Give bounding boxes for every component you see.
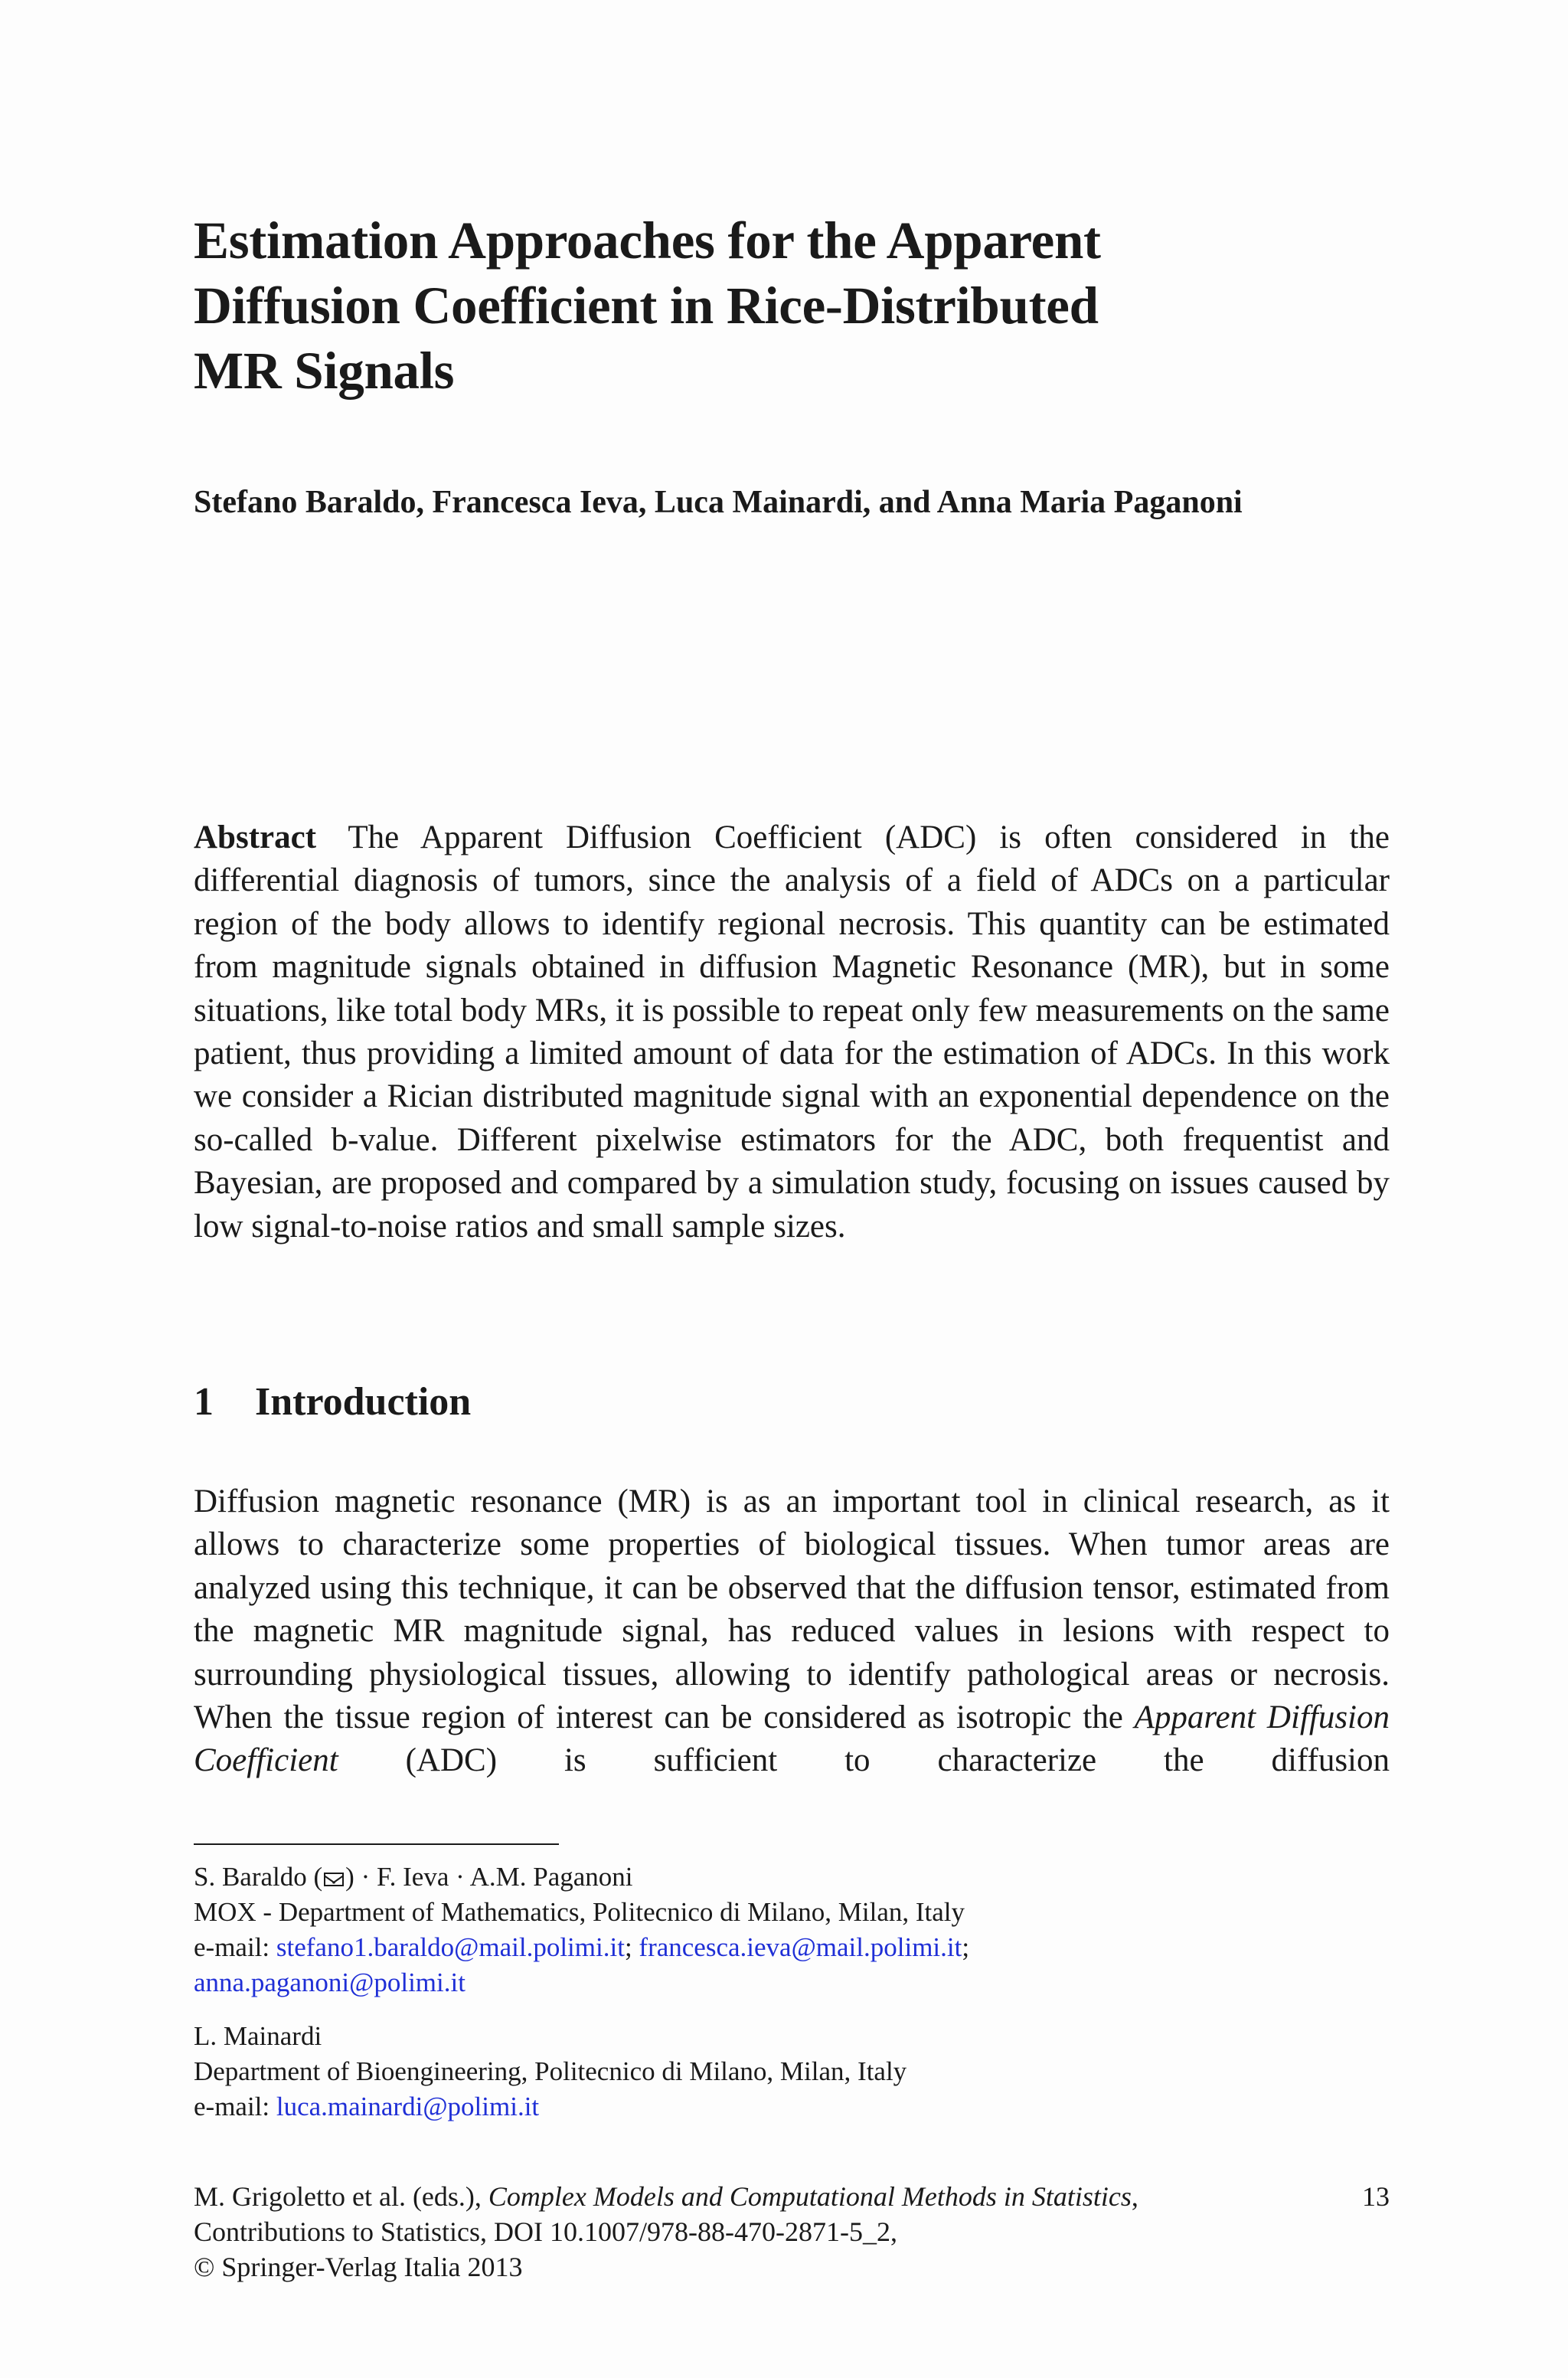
email-link[interactable]: francesca.ieva@mail.polimi.it — [639, 1932, 962, 1962]
author-list: Stefano Baraldo, Francesca Ieva, Luca Mainardi, and Anna Maria Paganoni — [194, 485, 1243, 520]
affiliation-institution: MOX - Department of Mathematics, Politecnico di Milano, Milan, Italy — [194, 1897, 965, 1927]
affiliation-authors: L. Mainardi — [194, 2021, 322, 2051]
section-heading — [194, 1377, 1390, 1428]
email-link[interactable]: luca.mainardi@polimi.it — [276, 2092, 540, 2121]
affiliation-block-1 — [194, 1860, 1390, 2000]
title-line: Diffusion Coefficient in Rice-Distributed — [194, 276, 1099, 335]
footer-book-title: Complex Models and Computational Methods in Statistics — [488, 2181, 1132, 2212]
abstract-text: The Apparent Diffusion Coefficient (ADC) is often considered in the differential diagnosis of tumors, since the analysis of a field of ADCs on a particular region of the body allows to identify regional necrosis. This quantity can be estimated from magnitude signals obtained in diffusion Magnetic Resonance (MR), but in some situations, like total body MRs, it is possible to repeat only few measurements on the same patient, thus providing a limited amount of data for the estimation of ADCs. In this work we consider a Rician distributed magnitude signal with an exponential dependence on the so-called b-value. Different pixelwise estimators for the ADC, both frequentist and Bayesian, are proposed and compared by a simulation study, focusing on issues caused by low signal-to-noise ratios and small sample sizes. — [194, 819, 1390, 1245]
affiliation-author-text: S. Baraldo ( — [194, 1862, 323, 1892]
paper-title — [194, 208, 1266, 404]
abstract — [194, 816, 1390, 1248]
section-title: Introduction — [255, 1380, 472, 1424]
intro-text-continued: (ADC) is sufficient to characterize the diffusion — [405, 1742, 1390, 1779]
affiliation-authors — [194, 1860, 1390, 1895]
affiliation-institution: Department of Bioengineering, Politecnico di Milano, Milan, Italy — [194, 2056, 907, 2086]
email-link[interactable]: stefano1.baraldo@mail.polimi.it — [276, 1932, 625, 1962]
email-label: e-mail: — [194, 1932, 276, 1962]
introduction-paragraph — [194, 1480, 1390, 1783]
affiliation-emails — [194, 2089, 1390, 2124]
email-separator: ; — [962, 1932, 970, 1962]
abstract-label: Abstract — [194, 819, 317, 855]
footer-editors-line — [194, 2179, 1138, 2214]
footer-editors: M. Grigoletto et al. (eds.), — [194, 2181, 488, 2212]
affiliation-block-2 — [194, 2019, 1390, 2124]
citation-footer — [194, 2179, 1138, 2285]
affiliation-emails — [194, 1930, 1390, 1965]
affiliation-author-text-rest: ) · F. Ieva · A.M. Paganoni — [345, 1862, 633, 1892]
title-line: MR Signals — [194, 342, 455, 400]
affiliation-emails-continued — [194, 1965, 1390, 2000]
section-number: 1 — [194, 1380, 214, 1424]
intro-italic-term: Apparent Diffusion Coefficient — [194, 1699, 1390, 1779]
email-separator: ; — [624, 1932, 639, 1962]
footer-punctuation: , — [1131, 2181, 1138, 2212]
footer-copyright: © Springer-Verlag Italia 2013 — [194, 2252, 523, 2282]
email-link[interactable]: anna.paganoni@polimi.it — [194, 1967, 466, 1997]
envelope-icon — [324, 1873, 344, 1886]
title-line: Estimation Approaches for the Apparent — [194, 211, 1101, 270]
footer-series: Contributions to Statistics, DOI 10.1007/978-88-470-2871-5_2, — [194, 2216, 897, 2247]
footnote-rule — [194, 1843, 559, 1845]
email-label: e-mail: — [194, 2092, 276, 2121]
page-number: 13 — [1362, 2181, 1390, 2212]
intro-text: Diffusion magnetic resonance (MR) is as an important tool in clinical research, as it allows to characterize some properties of biological tissues. When tumor areas are analyzed using this technique, it can be observed that the diffusion tensor, estimated from the magnetic MR magnitude signal, has reduced values in lesions with respect to surrounding physiological tissues, allowing to identify pathological areas or necrosis. When the tissue region of interest can be considered as isotropic the — [194, 1483, 1390, 1736]
